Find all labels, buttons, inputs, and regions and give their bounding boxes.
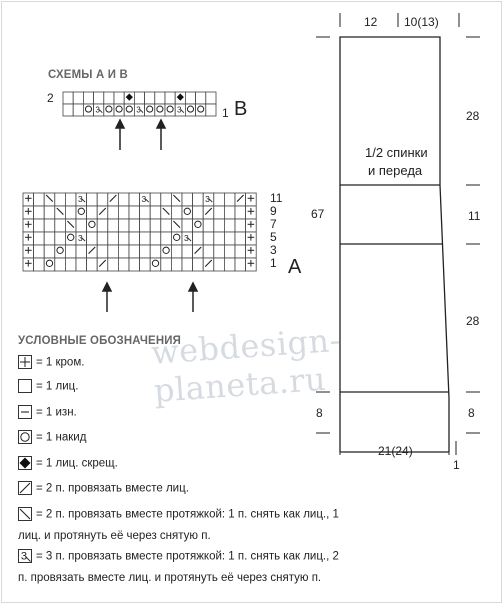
scheme-a-row-number: 5 bbox=[270, 230, 277, 244]
dim-left-total: 67 bbox=[311, 207, 325, 221]
dim-bottom-width: 21(24) bbox=[378, 444, 413, 458]
k3tog-mark: 3 bbox=[77, 232, 83, 243]
schemes-title: СХЕМЫ А И В bbox=[48, 67, 128, 81]
dim-top-right: 10(13) bbox=[404, 15, 439, 29]
dim-right-bottom: 8 bbox=[468, 406, 475, 420]
k3tog-mark: 3 bbox=[95, 105, 100, 115]
scheme-a-row-number: 7 bbox=[270, 217, 277, 231]
k3tog-mark: 3 bbox=[205, 193, 210, 204]
legend-item-text: = 2 п. провязать вместе лиц. bbox=[36, 482, 189, 495]
scheme-a-row-number: 1 bbox=[270, 256, 277, 270]
dim-right-top: 28 bbox=[466, 109, 480, 123]
dim-top-left: 12 bbox=[364, 15, 378, 29]
scheme-b-label: B bbox=[234, 98, 248, 120]
pattern-center-text-2: и переда bbox=[368, 163, 423, 178]
watermark: webdesign-planeta.ru bbox=[150, 320, 342, 410]
legend-item-text: = 1 лиц. bbox=[36, 380, 79, 393]
scheme-a-row-number: 11 bbox=[270, 191, 283, 205]
k3tog-mark: 3 bbox=[183, 232, 189, 243]
scheme-a-row-number: 3 bbox=[270, 243, 277, 257]
pattern-center-text-1: 1/2 спинки bbox=[365, 145, 428, 160]
dim-bottom-right: 1 bbox=[453, 458, 460, 472]
scheme-b-row-left: 2 bbox=[47, 91, 54, 105]
scheme-a-label: A bbox=[288, 256, 302, 278]
legend-item-text-cont: п. провязать вместе лиц. и протянуть её через снятую п. bbox=[18, 572, 322, 584]
dim-left-bottom: 8 bbox=[316, 406, 323, 420]
legend-item-text: = 1 лиц. скрещ. bbox=[36, 457, 118, 470]
scheme-b-row-right: 1 bbox=[222, 106, 229, 120]
k3tog-mark: 3 bbox=[177, 105, 182, 115]
legend-item-text: = 2 п. провязать вместе протяжкой: 1 п. снять как лиц., 1 bbox=[36, 508, 339, 521]
legend-item-text: = 1 изн. bbox=[36, 406, 77, 419]
scheme-a-row-number: 9 bbox=[270, 204, 277, 218]
k3tog-mark: 3 bbox=[20, 550, 28, 563]
dim-right-mid: 11 bbox=[468, 209, 481, 223]
dim-right-lower: 28 bbox=[466, 314, 480, 328]
legend-item-text: = 3 п. провязать вместе протяжкой: 1 п. снять как лиц., 2 bbox=[36, 550, 339, 563]
legend-item-text-cont: лиц. и протянуть её через снятую п. bbox=[18, 530, 211, 542]
legend-item-text: = 1 кром. bbox=[36, 356, 85, 369]
k3tog-mark: 3 bbox=[136, 105, 141, 115]
legend-item-text: = 1 накид bbox=[36, 431, 87, 444]
k3tog-mark: 3 bbox=[141, 193, 147, 204]
legend-title: УСЛОВНЫЕ ОБОЗНАЧЕНИЯ bbox=[18, 333, 182, 347]
k3tog-mark: 3 bbox=[77, 193, 83, 204]
